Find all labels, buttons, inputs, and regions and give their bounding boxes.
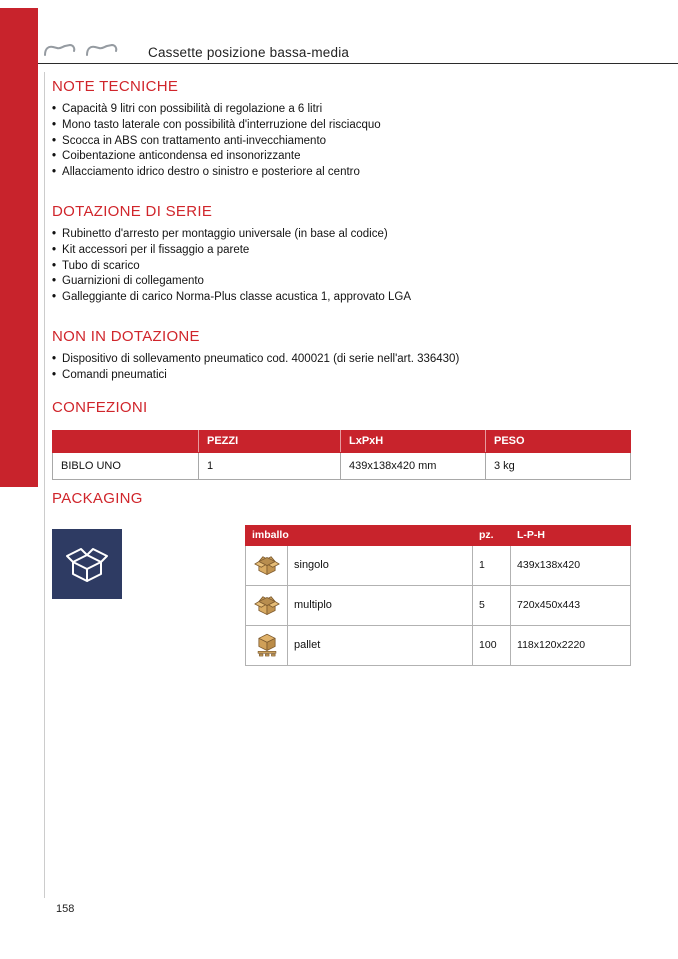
page-content	[52, 78, 630, 666]
packaging-content-row	[52, 525, 630, 666]
list-item: • Coibentazione anticondensa ed insonorizzante	[52, 149, 630, 165]
dimensions-cell: 439x138x420 mm	[341, 452, 486, 479]
section-title-non-in-dotazione: NON IN DOTAZIONE	[52, 327, 200, 345]
confezioni-table	[52, 430, 631, 480]
box-pallet-icon	[246, 625, 288, 665]
table-row	[246, 585, 631, 625]
non-in-dotazione-list	[52, 352, 630, 384]
imballo-label: singolo	[288, 545, 473, 585]
pezzi-cell: 1	[199, 452, 341, 479]
packaging-table	[245, 525, 631, 666]
box-multiplo-icon	[246, 585, 288, 625]
left-accent-bar	[0, 8, 38, 487]
header-divider	[38, 63, 678, 64]
section-title-note-tecniche: NOTE TECNICHE	[52, 78, 179, 95]
pz-cell: 5	[473, 585, 511, 625]
list-item: • Allacciamento idrico destro o sinistro e posteriore al centro	[52, 165, 630, 181]
table-row	[246, 625, 631, 665]
list-item: • Rubinetto d'arresto per montaggio universale (in base al codice)	[52, 227, 630, 243]
list-item: • Mono tasto laterale con possibilità d'interruzione del risciacquo	[52, 118, 630, 134]
section-title-dotazione: DOTAZIONE DI SERIE	[52, 202, 213, 220]
list-item: • Dispositivo di sollevamento pneumatico cod. 400021 (di serie nell'art. 336430)	[52, 352, 630, 368]
packaging-box-tile	[52, 529, 122, 599]
list-item: • Tubo di scarico	[52, 259, 630, 275]
list-item: • Capacità 9 litri con possibilità di regolazione a 6 litri	[52, 102, 630, 118]
column-header-empty	[53, 430, 199, 452]
section-title-packaging: PACKAGING	[52, 489, 143, 507]
list-item: • Guarnizioni di collegamento	[52, 274, 630, 290]
section-confezioni	[52, 399, 630, 480]
list-item: • Galleggiante di carico Norma-Plus classe acustica 1, approvato LGA	[52, 290, 630, 306]
page-title: Cassette posizione bassa-media	[148, 45, 350, 60]
box-singolo-icon	[246, 545, 288, 585]
open-box-icon	[63, 540, 111, 588]
brand-glyph-icon	[42, 42, 118, 65]
section-packaging	[52, 490, 630, 666]
pz-cell: 1	[473, 545, 511, 585]
list-item: • Comandi pneumatici	[52, 368, 630, 384]
pz-cell: 100	[473, 625, 511, 665]
table-row	[246, 545, 631, 585]
lph-cell: 118x120x2220	[511, 625, 631, 665]
imballo-label: multiplo	[288, 585, 473, 625]
lph-cell: 720x450x443	[511, 585, 631, 625]
product-name-cell: BIBLO UNO	[53, 452, 199, 479]
dotazione-list	[52, 227, 630, 306]
left-vertical-rule	[44, 72, 45, 898]
peso-cell: 3 kg	[486, 452, 631, 479]
column-header-lxpxh: LxPxH	[341, 430, 486, 452]
page-number: 158	[56, 903, 75, 915]
section-title-confezioni: CONFEZIONI	[52, 398, 148, 416]
imballo-label: pallet	[288, 625, 473, 665]
section-note-tecniche	[52, 78, 630, 181]
table-header-row	[53, 430, 631, 452]
column-header-lph: L-P-H	[511, 525, 631, 545]
table-header-row	[246, 525, 631, 545]
section-dotazione-di-serie	[52, 203, 630, 306]
column-header-peso: PESO	[486, 430, 631, 452]
list-item: • Kit accessori per il fissaggio a parete	[52, 243, 630, 259]
column-header-pezzi: PEZZI	[199, 430, 341, 452]
section-non-in-dotazione	[52, 328, 630, 384]
table-row	[53, 452, 631, 479]
column-header-imballo: imballo	[246, 525, 473, 545]
list-item: • Scocca in ABS con trattamento anti-invecchiamento	[52, 134, 630, 150]
column-header-pz: pz.	[473, 525, 511, 545]
lph-cell: 439x138x420	[511, 545, 631, 585]
note-tecniche-list	[52, 102, 630, 181]
